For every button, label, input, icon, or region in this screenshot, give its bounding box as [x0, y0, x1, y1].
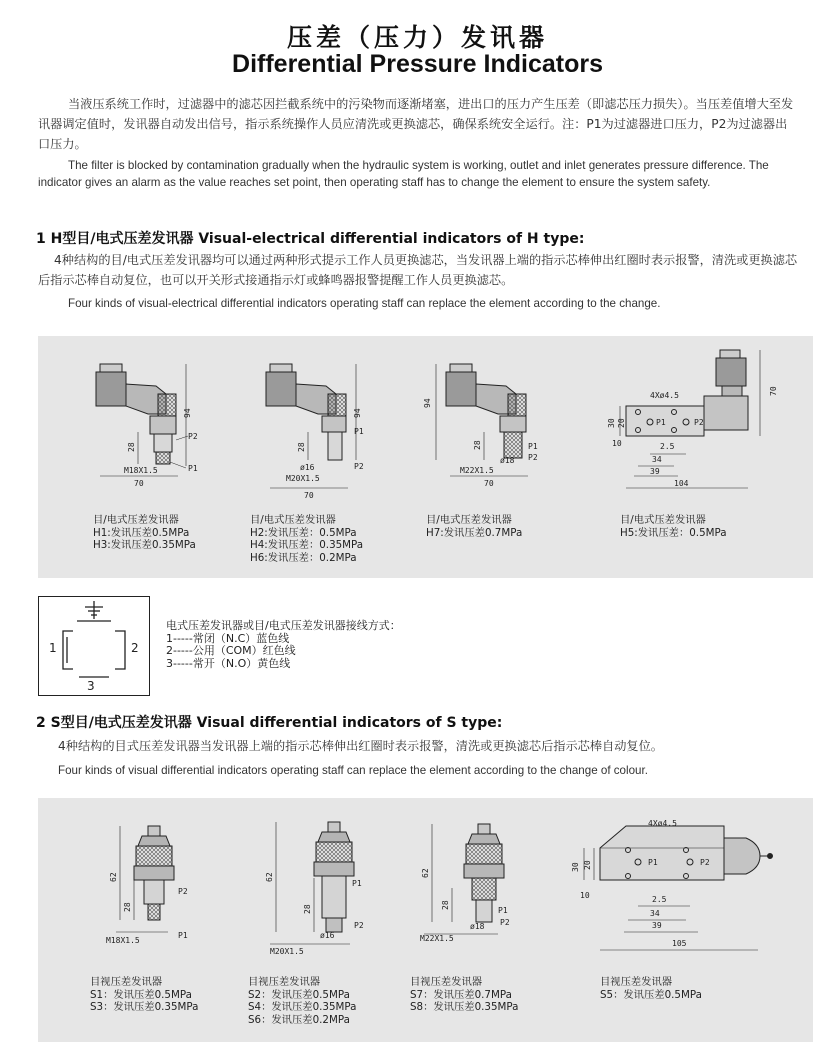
caption-line: S5：发讯压差0.5MPa — [600, 988, 702, 1001]
caption-line: H2:发讯压差：0.5MPa — [250, 526, 357, 539]
section-h-en: Four kinds of visual-electrical differential indicators operating staff can replace the element according to the change. — [68, 297, 661, 310]
dim-s1-p1: P1 — [178, 931, 188, 940]
caption-line: H4:发讯压差：0.35MPa — [250, 539, 364, 551]
caption-line: H7:发讯压差0.7MPa — [426, 526, 523, 539]
dim-h1-p1: P1 — [188, 464, 198, 473]
dim-h2-70: 70 — [304, 491, 314, 500]
section-h-heading: 1 H型目/电式压差发讯器 Visual-electrical differential indicators of H type: — [36, 231, 585, 247]
dim-s5-20: 20 — [583, 860, 592, 870]
dim-h1-thread: M18X1.5 — [124, 466, 158, 475]
pin-3-label: 3 — [87, 679, 95, 693]
dim-s1-p2: P2 — [178, 887, 188, 896]
dim-h5-30: 30 — [607, 418, 616, 428]
wiring-diagram-box — [38, 596, 150, 696]
s-type-drawing-panel — [38, 798, 813, 1042]
dim-s2-62: 62 — [265, 872, 274, 882]
dim-s5-34: 34 — [650, 909, 660, 918]
drawing-h5 — [620, 350, 760, 488]
dim-s1-62: 62 — [109, 872, 118, 882]
dim-s5-p1: P1 — [648, 858, 658, 867]
page-title-cn: 压差（压力）发讯器 — [286, 23, 548, 52]
dim-h2-phi16: ø16 — [300, 463, 315, 472]
dim-h7-phi18: ø18 — [500, 456, 515, 465]
dim-s7-p2: P2 — [500, 918, 510, 927]
drawing-h1 — [96, 364, 188, 476]
dim-h5-holes: 4Xø4.5 — [650, 391, 679, 400]
dim-h5-104: 104 — [674, 479, 689, 488]
dim-h1-94: 94 — [183, 408, 192, 418]
dim-s7-thread: M22X1.5 — [420, 934, 454, 943]
caption-h2 — [250, 514, 363, 564]
dim-h7-thread: M22X1.5 — [460, 466, 494, 475]
caption-h7 — [426, 514, 522, 539]
pin-2-label: 2 — [131, 641, 139, 655]
dim-h7-p2: P2 — [528, 453, 538, 462]
caption-h1 — [93, 514, 196, 552]
caption-title: 目视压差发讯器 — [248, 976, 321, 988]
dim-s5-30: 30 — [571, 862, 580, 872]
dim-s7-62: 62 — [421, 868, 430, 878]
dim-h5-p2: P2 — [694, 418, 704, 427]
dim-s2-p1: P1 — [352, 879, 362, 888]
drawing-s2 — [270, 822, 354, 944]
dim-h2-p1: P1 — [354, 427, 364, 436]
wiring-legend — [166, 620, 401, 670]
h-type-drawing-panel — [38, 336, 813, 578]
dim-h5-2-5: 2.5 — [660, 442, 675, 451]
wiring-title: 电式压差发讯器或目/电式压差发讯器接线方式： — [166, 619, 401, 632]
dim-s7-p1: P1 — [498, 906, 508, 915]
drawing-s5 — [584, 826, 773, 950]
section-s-heading: 2 S型目/电式压差发讯器 Visual differential indicators of S type: — [36, 715, 503, 731]
wiring-line: 2-----公用（COM）红色线 — [166, 644, 296, 657]
wiring-line: 3-----常开（N.O）黄色线 — [166, 656, 291, 670]
dim-h5-20: 20 — [617, 418, 626, 428]
dim-s5-105: 105 — [672, 939, 687, 948]
caption-line: S3：发讯压差0.35MPa — [90, 1001, 199, 1013]
caption-line: H6:发讯压差：0.2MPa — [250, 551, 357, 564]
dim-s2-thread: M20X1.5 — [270, 947, 304, 956]
pin-1-label: 1 — [49, 641, 57, 655]
caption-title: 目视压差发讯器 — [90, 976, 163, 988]
section-h-cn: 4种结构的目/电式压差发讯器均可以通过两种形式提示工作人员更换滤芯，当发讯器上端的指示芯棒伸出红圈时表示报警，清洗或更换滤芯后指示芯棒自动复位，也可以开关形式接通指示灯或蜂鸣器报警提醒工作人员更换滤芯。 — [38, 253, 798, 287]
caption-title: 目/电式压差发讯器 — [620, 514, 706, 526]
section-s-cn: 4种结构的目式压差发讯器当发讯器上端的指示芯棒伸出红圈时表示报警，清洗或更换滤芯后指示芯棒自动复位。 — [58, 739, 663, 753]
caption-s7 — [410, 976, 518, 1014]
dim-s2-p2: P2 — [354, 921, 364, 930]
intro-en: The filter is blocked by contamination gradually when the hydraulic system is working, outlet and inlet generates pressure difference. The indicator gives an alarm as the value reaches set point, then operating staff has to change the element to ensure the system safety. — [38, 159, 769, 189]
dim-h5-70: 70 — [769, 386, 778, 396]
drawing-s1 — [116, 826, 174, 932]
dim-h5-10: 10 — [612, 439, 622, 448]
dim-s1-28: 28 — [123, 902, 132, 912]
wiring-line: 1-----常闭（N.C）蓝色线 — [166, 631, 290, 645]
caption-s5 — [600, 976, 702, 1001]
caption-h5 — [620, 514, 727, 539]
dim-h1-28: 28 — [127, 442, 136, 452]
dim-h5-p1: P1 — [656, 418, 666, 427]
caption-line: S4：发讯压差0.35MPa — [248, 1001, 357, 1013]
caption-s1 — [90, 976, 198, 1014]
dim-s2-phi16: ø16 — [320, 931, 335, 940]
caption-line: S2：发讯压差0.5MPa — [248, 988, 350, 1001]
caption-line: S7：发讯压差0.7MPa — [410, 988, 512, 1001]
drawing-s7 — [424, 824, 504, 934]
dim-s5-10: 10 — [580, 891, 590, 900]
dim-h7-28: 28 — [473, 440, 482, 450]
dim-s5-p2: P2 — [700, 858, 710, 867]
dim-h5-34: 34 — [652, 455, 662, 464]
dim-s5-holes: 4Xø4.5 — [648, 819, 677, 828]
dim-h2-28: 28 — [297, 442, 306, 452]
section-s-en: Four kinds of visual differential indicators operating staff can replace the element according to the change of colour. — [58, 764, 648, 777]
dim-h2-thread: M20X1.5 — [286, 474, 320, 483]
dim-h5-39: 39 — [650, 467, 660, 476]
dim-h1-p2: P2 — [188, 432, 198, 441]
caption-line: H1:发讯压差0.5MPa — [93, 526, 190, 539]
dim-h7-70: 70 — [484, 479, 494, 488]
dim-s5-39: 39 — [652, 921, 662, 930]
dim-s1-thread: M18X1.5 — [106, 936, 140, 945]
caption-title: 目视压差发讯器 — [410, 976, 483, 988]
dim-h2-94: 94 — [353, 408, 362, 418]
caption-title: 目/电式压差发讯器 — [93, 514, 179, 526]
dim-s7-28: 28 — [441, 900, 450, 910]
caption-line: S1：发讯压差0.5MPa — [90, 988, 192, 1001]
caption-line: S8：发讯压差0.35MPa — [410, 1001, 519, 1013]
dim-s7-phi18: ø18 — [470, 922, 485, 931]
caption-title: 目/电式压差发讯器 — [250, 514, 336, 526]
caption-title: 目视压差发讯器 — [600, 976, 673, 988]
dim-h7-p1: P1 — [528, 442, 538, 451]
dim-h7-94: 94 — [423, 398, 432, 408]
dim-s5-2-5: 2.5 — [652, 895, 667, 904]
caption-line: S6：发讯压差0.2MPa — [248, 1013, 350, 1026]
dim-h2-p2: P2 — [354, 462, 364, 471]
caption-s2 — [248, 976, 356, 1026]
caption-title: 目/电式压差发讯器 — [426, 514, 512, 526]
page-title-en: Differential Pressure Indicators — [232, 50, 603, 78]
intro-cn: 当液压系统工作时，过滤器中的滤芯因拦截系统中的污染物而逐渐堵塞，进出口的压力产生压差（即滤芯压力损失）。当压差值增大至发讯器调定值时，发讯器自动发出信号，指示系统操作人员应清洗或更换滤芯，确保系统安全运行。注：P1为过滤器进口压力，P2为过滤器出口压力。 — [38, 97, 794, 151]
caption-line: H3:发讯压差0.35MPa — [93, 539, 196, 551]
dim-h1-70: 70 — [134, 479, 144, 488]
dim-s2-28: 28 — [303, 904, 312, 914]
caption-line: H5:发讯压差：0.5MPa — [620, 526, 727, 539]
